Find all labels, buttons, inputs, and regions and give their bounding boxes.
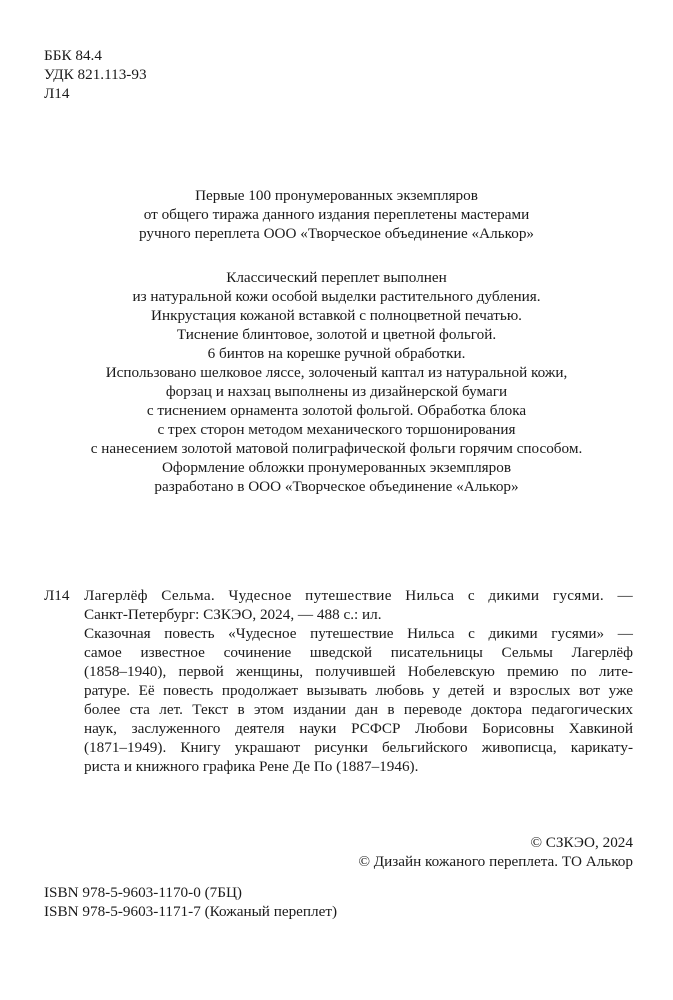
cip-annotation-line: более ста лет. Текст в этом издании дан в переводе доктора педагогических: [84, 701, 633, 718]
binding-line: из натуральной кожи особой выделки растительного дубления.: [132, 288, 541, 305]
cip-annotation-line: Сказочная повесть «Чудесное путешествие Нильса с дикими гусями» —: [84, 625, 633, 642]
isbn-block: [44, 883, 337, 921]
cip-title-line: Лагерлёф Сельма. Чудесное путешествие Нильса с дикими гусями. —: [84, 587, 633, 604]
copyright-block: [358, 833, 633, 871]
binding-line: разработано в ООО «Творческое объединение «Алькор»: [154, 478, 519, 495]
binding-line: Использовано шелковое ляссе, золоченый каптал из натуральной кожи,: [105, 364, 568, 381]
cip-annotation-line: риста и книжного графика Рене Де По (1887–1946).: [84, 758, 419, 775]
cip-annotation-line: самое известное сочинение шведской писательницы Сельмы Лагерлёф: [84, 644, 633, 661]
copyright-binding-design: © Дизайн кожаного переплета. ТО Алькор: [358, 853, 633, 870]
notice-line: от общего тиража данного издания переплетены мастерами: [143, 206, 530, 223]
cip-annotation-line: ратуре. Её повесть продолжает вызывать любовь у детей и взрослых вот уже: [84, 682, 633, 699]
binding-line: Оформление обложки пронумерованных экземпляров: [161, 459, 512, 476]
binding-description: [0, 268, 673, 496]
binding-line: 6 бинтов на корешке ручной обработки.: [207, 345, 466, 362]
binding-line: Инкрустация кожаной вставкой с полноцветной печатью.: [151, 307, 522, 324]
binding-line: Классический переплет выполнен: [226, 269, 447, 286]
binding-line: форзац и нахзац выполнены из дизайнерской бумаги: [165, 383, 508, 400]
cip-imprint-line: Санкт-Петербург: СЗКЭО, 2024, — 488 с.: ил.: [84, 606, 382, 623]
binding-line: с тиснением орнамента золотой фольгой. Обработка блока: [146, 402, 527, 419]
cataloging-record: [44, 586, 633, 776]
binding-line: с трех сторон методом механического торшонирования: [157, 421, 516, 438]
cip-annotation-line: (1858–1940), первой женщины, получившей Нобелевскую премию по лите-: [84, 663, 633, 680]
cip-code: Л14: [44, 587, 70, 604]
numbered-copies-notice: [0, 186, 673, 243]
notice-line: Первые 100 пронумерованных экземпляров: [195, 187, 478, 204]
isbn-leather: ISBN 978-5-9603-1171-7 (Кожаный переплет): [44, 903, 338, 920]
binding-line: Тиснение блинтовое, золотой и цветной фольгой.: [176, 326, 497, 343]
cip-body: [84, 586, 633, 776]
copyright-publisher: © СЗКЭО, 2024: [530, 834, 633, 851]
isbn-standard: ISBN 978-5-9603-1170-0 (7БЦ): [44, 884, 242, 901]
bbk-code: ББК 84.4: [44, 47, 102, 64]
cip-annotation-line: наук, заслуженного деятеля науки РСФСР Любови Борисовны Хавкиной: [84, 720, 633, 737]
udk-code: УДК 821.113-93: [44, 66, 147, 83]
notice-line: ручного переплета ООО «Творческое объединение «Алькор»: [138, 225, 535, 242]
binding-line: с нанесением золотой матовой полиграфической фольги горячим способом.: [90, 440, 583, 457]
author-mark: Л14: [44, 85, 70, 102]
classification-block: [44, 46, 147, 103]
cip-annotation-line: (1871–1949). Книгу украшают рисунки бельгийского живописца, карикату-: [84, 739, 633, 756]
